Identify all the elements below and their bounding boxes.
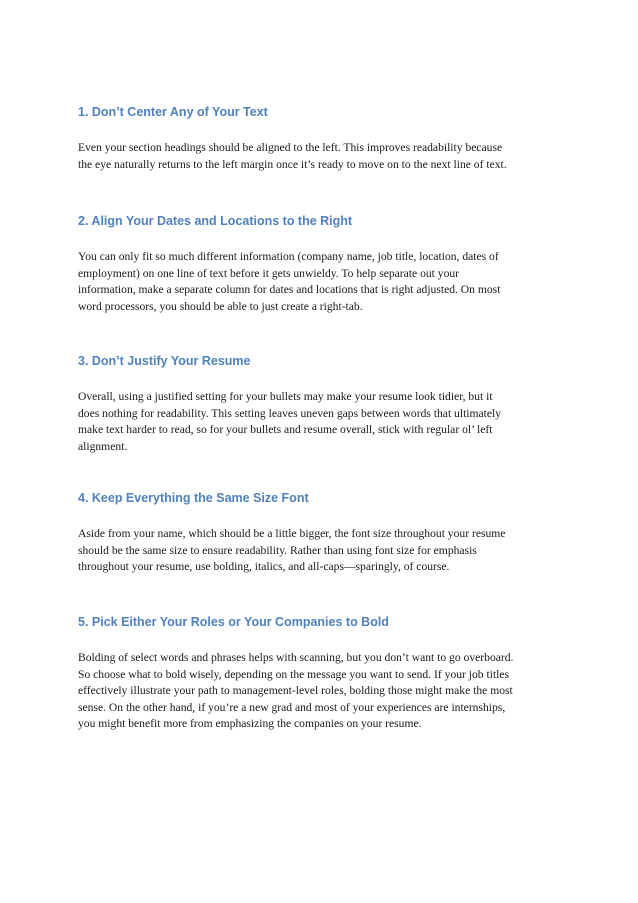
- paragraph-line: Bolding of select words and phrases helps with scanning, but you don’t want to go overboard.: [78, 651, 514, 664]
- paragraph-line: sense. On the other hand, if you’re a new grad and most of your experiences are internships,: [78, 700, 506, 714]
- section-paragraph: [78, 140, 568, 173]
- paragraph-line: information, make a separate column for dates and locations that is right adjusted. On most: [78, 283, 501, 296]
- section-heading: 1. Don’t Center Any of Your Text: [78, 105, 268, 119]
- paragraph-line: So choose what to bold wisely, depending on the message you want to send. If your job titles: [78, 667, 510, 681]
- section-heading: 3. Don’t Justify Your Resume: [78, 354, 251, 368]
- paragraph-line: effectively illustrate your path to management-level roles, bolding those might make the most: [78, 684, 513, 697]
- paragraph-line: word processors, you should be able to just create a right-tab.: [78, 299, 363, 313]
- paragraph-line: alignment.: [78, 439, 128, 453]
- section-paragraph: [78, 650, 568, 733]
- section-paragraph: [78, 249, 568, 315]
- paragraph-line: throughout your resume, use bolding, italics, and all-caps—sparingly, of course.: [78, 560, 450, 573]
- section-3: [78, 353, 568, 455]
- paragraph-line: does nothing for readability. This setting leaves uneven gaps between words that ultimately: [78, 406, 502, 420]
- section-heading: 2. Align Your Dates and Locations to the Right: [78, 214, 353, 228]
- section-2: [78, 213, 568, 315]
- section-paragraph: [78, 389, 568, 455]
- section-paragraph: [78, 526, 568, 576]
- paragraph-line: you might benefit more from emphasizing the companies on your resume.: [78, 717, 422, 730]
- section-1: [78, 104, 568, 173]
- paragraph-line: should be the same size to ensure readability. Rather than using font size for emphasis: [78, 543, 477, 557]
- paragraph-line: make text harder to read, so for your bullets and resume overall, stick with regular ol’ left: [78, 423, 493, 436]
- section-heading: 5. Pick Either Your Roles or Your Companies to Bold: [78, 615, 389, 629]
- paragraph-line: Overall, using a justified setting for your bullets may make your resume look tidier, but it: [78, 390, 493, 403]
- section-5: [78, 614, 568, 733]
- paragraph-line: Even your section headings should be aligned to the left. This improves readability because: [78, 141, 503, 154]
- paragraph-line: You can only fit so much different information (company name, job title, location, dates of: [78, 250, 499, 263]
- section-4: [78, 490, 568, 576]
- paragraph-line: employment) on one line of text before it gets unwieldy. To help separate out your: [78, 266, 460, 280]
- paragraph-line: the eye naturally returns to the left margin once it’s ready to move on to the next line of text.: [78, 157, 507, 171]
- section-heading: 4. Keep Everything the Same Size Font: [78, 491, 309, 505]
- paragraph-line: Aside from your name, which should be a little bigger, the font size throughout your resume: [78, 527, 506, 540]
